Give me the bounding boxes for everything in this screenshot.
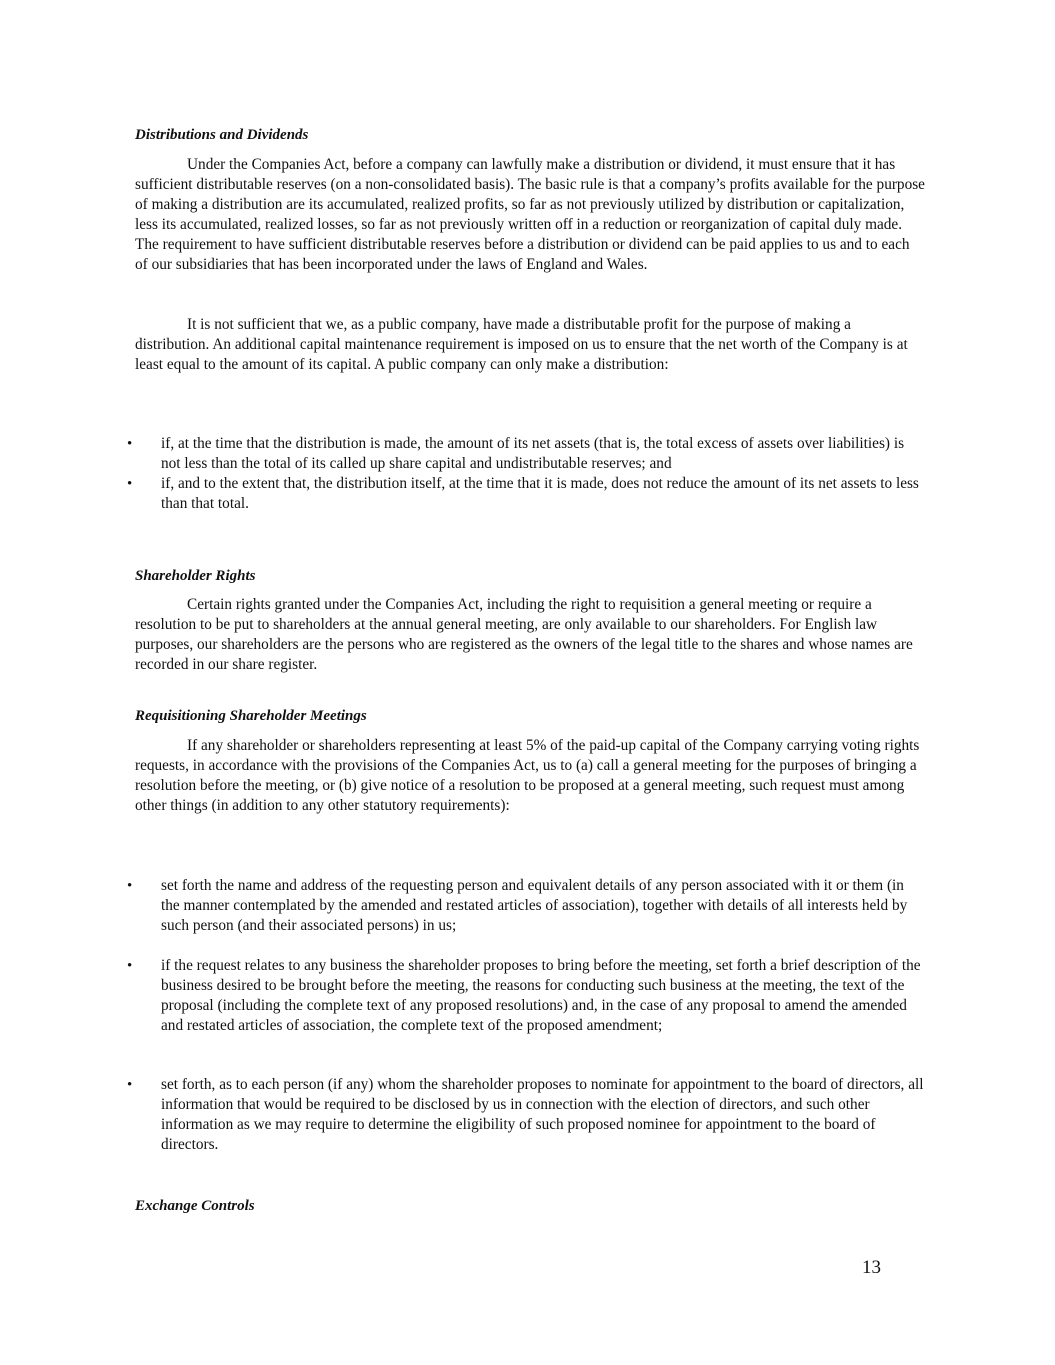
bullet-marker: •	[127, 476, 133, 492]
paragraph-capital-maintenance: It is not sufficient that we, as a public company, have made a distributable profit for the purpose of making a distribution. An additional capital maintenance requirement is imposed on us to ensure that the net worth of the Company is at least equal to the amount of its capital. A public company can only make a distribution:	[135, 316, 908, 373]
section-heading-shareholder-rights: Shareholder Rights	[135, 568, 256, 584]
paragraph-requisitioning: If any shareholder or shareholders representing at least 5% of the paid-up capital of the Company carrying voting rights requests, in accordance with the provisions of the Companies Act, us to (a) call a general meeting for the purposes of bringing a resolution before the meeting, or (b) give notice of a resolution to be proposed at a general meeting, such request must among other things (in addition to any other statutory requirements):	[135, 737, 920, 814]
paragraph-shareholder-rights: Certain rights granted under the Companies Act, including the right to requisition a general meeting or require a resolution to be put to shareholders at the annual general meeting, are only available to our shareholders. For English law purposes, our shareholders are the persons who are registered as the owners of the legal title to the shares and whose names are recorded in our share register.	[135, 596, 913, 673]
section-heading-requisitioning: Requisitioning Shareholder Meetings	[135, 708, 367, 724]
paragraph-distributions-rule: Under the Companies Act, before a company can lawfully make a distribution or dividend, it must ensure that it has sufficient distributable reserves (on a non-consolidated basis). The basic rule is that a company’s profits available for the purpose of making a distribution are its accumulated, realized profits, so far as not previously utilized by distribution or capitalization, less its accumulated, realized losses, so far as not previously written off in a reduction or reorganization of capital duly made. The requirement to have sufficient distributable reserves before a distribution or dividend can be paid applies to us and to each of our subsidiaries that has been incorporated under the laws of England and Wales.	[135, 156, 925, 273]
bullet-marker: •	[127, 878, 133, 894]
bullet-marker: •	[127, 436, 133, 452]
list-item-business-description: if the request relates to any business the shareholder proposes to bring before the meeting, set forth a brief description of the business desired to be brought before the meeting, the reasons for conducting such business at the meeting, the text of the proposal (including the complete text of any proposed resolutions) and, in the case of any proposal to amend the amended and restated articles of association, the complete text of the proposed amendment;	[161, 957, 921, 1034]
list-item-nominee-information: set forth, as to each person (if any) whom the shareholder proposes to nominate for appointment to the board of directors, all information that would be required to be disclosed by us in connection with the election of directors, and such other information as we may require to determine the eligibility of such proposed nominee for appointment to the board of directors.	[161, 1076, 924, 1153]
bullet-marker: •	[127, 1077, 133, 1093]
list-item-net-assets-condition: if, at the time that the distribution is made, the amount of its net assets (that is, the total excess of assets over liabilities) is not less than the total of its called up share capital and undistributable reserves; and	[161, 435, 905, 472]
list-item-distribution-limit: if, and to the extent that, the distribution itself, at the time that it is made, does not reduce the amount of its net assets to less than that total.	[161, 475, 919, 512]
section-heading-exchange-controls: Exchange Controls	[135, 1198, 255, 1214]
page-number: 13	[862, 1257, 881, 1278]
list-item-requester-details: set forth the name and address of the requesting person and equivalent details of any person associated with it or them (in the manner contemplated by the amended and restated articles of association), together with details of all interests held by such person (and their associated persons) in us;	[161, 877, 908, 934]
section-heading-distributions: Distributions and Dividends	[135, 127, 309, 143]
bullet-marker: •	[127, 958, 133, 974]
